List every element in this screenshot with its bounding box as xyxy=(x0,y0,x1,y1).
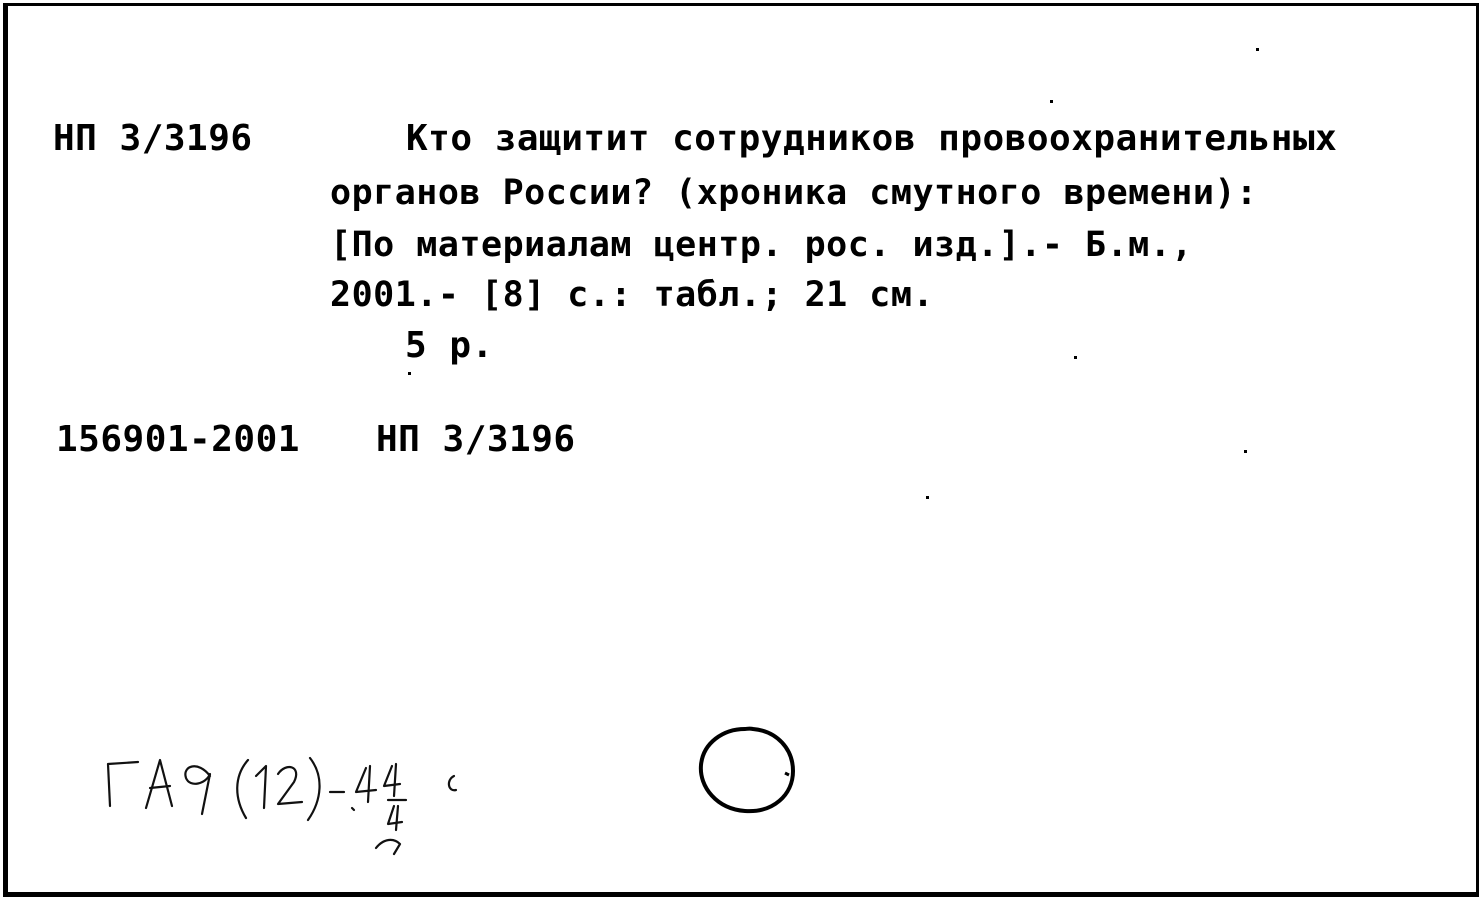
scan-speck xyxy=(1050,100,1053,103)
call-number: НП 3/3196 xyxy=(53,118,253,159)
registration-call-number: НП 3/3196 xyxy=(376,419,576,460)
entry-line-4: 2001.- [8] с.: табл.; 21 см. xyxy=(330,275,935,315)
catalog-card xyxy=(3,3,1479,897)
handwritten-classification xyxy=(98,736,568,856)
scan-speck xyxy=(1244,450,1247,453)
price: 5 р. xyxy=(405,325,494,366)
registration-number: 156901-2001 xyxy=(56,419,300,460)
entry-line-3: [По материалам центр. рос. изд.].- Б.м., xyxy=(330,225,1193,265)
entry-line-2: органов России? (хроника смутного времени): xyxy=(330,173,1258,213)
stamp-circle-icon xyxy=(693,721,803,821)
entry-line-1: Кто защитит сотрудников провоохранительных xyxy=(406,118,1338,159)
scan-speck xyxy=(1256,48,1259,51)
scan-speck xyxy=(926,496,929,499)
scan-speck xyxy=(1074,356,1077,359)
scan-speck xyxy=(408,372,411,375)
